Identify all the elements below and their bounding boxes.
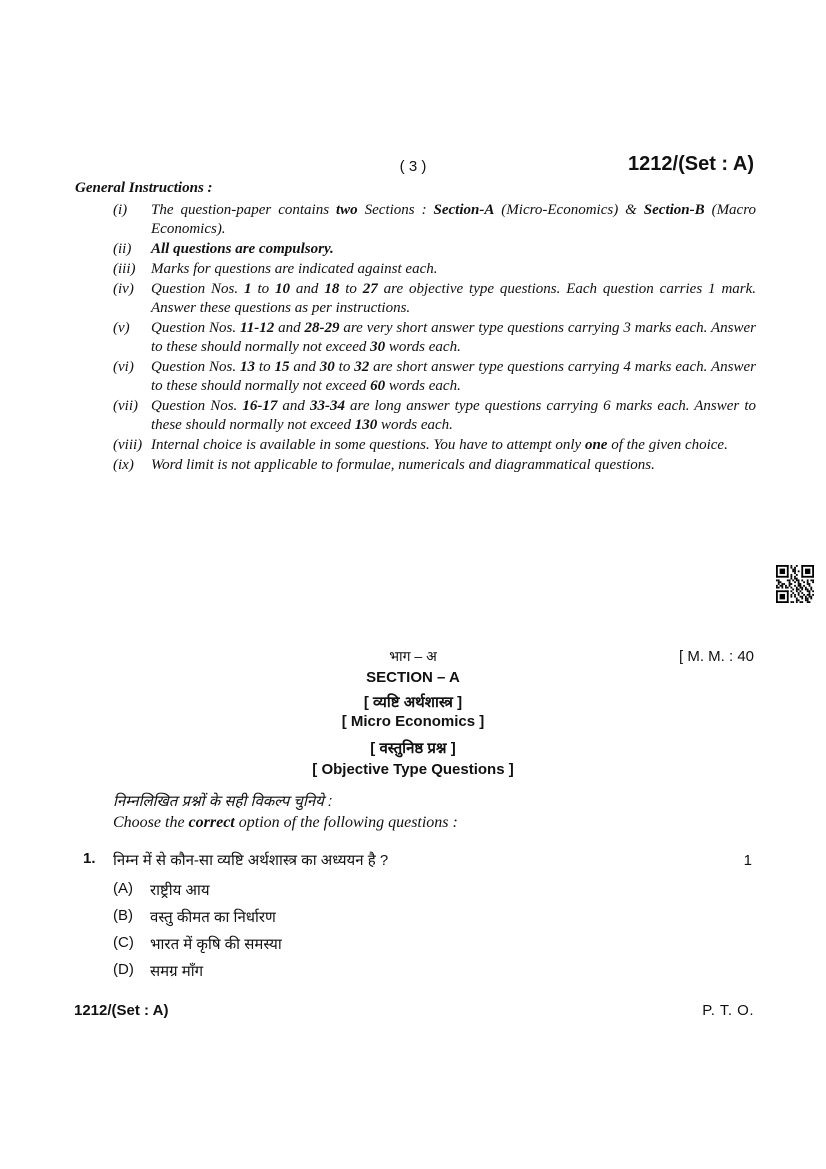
instruction-emphasis: 10: [275, 281, 291, 297]
question-type-english: [ Objective Type Questions ]: [312, 761, 514, 778]
instruction-fragment: Question Nos.: [151, 398, 243, 414]
instruction-item: [113, 201, 756, 239]
choose-instruction-hindi: निम्नलिखित प्रश्नों के सही विकल्प चुनिये :: [113, 793, 333, 810]
instruction-fragment: and: [277, 398, 310, 414]
instruction-item: [113, 319, 756, 357]
instruction-fragment: (Macro Economics).: [151, 202, 757, 237]
instruction-text: [151, 456, 756, 475]
instruction-fragment: are short answer type questions carrying 4 marks each. Answer to these should normally not exceed: [151, 359, 757, 394]
choose-text-bold: correct: [188, 814, 235, 831]
section-title: SECTION – A: [366, 669, 460, 686]
choose-text-after: option of the following questions :: [234, 814, 458, 831]
instruction-emphasis: 32: [354, 359, 370, 375]
option-b: [113, 907, 276, 927]
instruction-text: [151, 319, 756, 357]
instruction-emphasis: All questions are compulsory.: [151, 241, 334, 257]
instruction-fragment: and: [289, 359, 320, 375]
instruction-fragment: Word limit is not applicable to formulae, numericals and diagrammatical questions.: [151, 457, 655, 473]
general-instructions-title: General Instructions :: [75, 180, 213, 196]
instruction-fragment: words each.: [385, 339, 461, 355]
question-type-hindi: [ वस्तुनिष्ठ प्रश्न ]: [370, 740, 456, 757]
instruction-text: [151, 240, 756, 259]
instruction-text: [151, 358, 756, 396]
instruction-fragment: Question Nos.: [151, 281, 245, 297]
instruction-emphasis: 30: [319, 359, 335, 375]
qr-code-icon: [776, 565, 814, 603]
option-a: [113, 880, 210, 900]
instruction-fragment: Internal choice is available in some questions. You have to attempt only: [151, 437, 585, 453]
instruction-emphasis: 60: [370, 378, 386, 394]
instruction-fragment: Question Nos.: [151, 320, 241, 336]
option-d: [113, 961, 203, 981]
instruction-text: [151, 280, 756, 318]
paper-code-footer: 1212/(Set : A): [74, 1002, 169, 1019]
instruction-fragment: to: [251, 281, 276, 297]
instruction-emphasis: two: [336, 202, 358, 218]
instruction-text: [151, 397, 756, 435]
instruction-emphasis: 18: [324, 281, 340, 297]
instruction-fragment: words each.: [377, 417, 453, 433]
instruction-emphasis: 33-34: [310, 398, 345, 414]
instruction-number: (viii): [113, 437, 143, 453]
instruction-fragment: are objective type questions. Each question carries 1 mark. Answer these questions as per instructions.: [151, 281, 757, 316]
part-label-hindi: भाग – अ: [389, 648, 437, 664]
instruction-emphasis: 30: [370, 339, 386, 355]
instruction-fragment: to: [339, 281, 363, 297]
option-label: (C): [113, 934, 134, 951]
instruction-item: [113, 280, 756, 318]
instruction-number: (vii): [113, 398, 138, 414]
instruction-number: (i): [113, 202, 128, 218]
question-marks: 1: [743, 852, 752, 869]
choose-instruction-english: [113, 814, 458, 832]
instruction-item: [113, 240, 756, 259]
instruction-fragment: and: [274, 320, 305, 336]
instruction-fragment: to: [255, 359, 275, 375]
instruction-fragment: Question Nos.: [151, 359, 241, 375]
instruction-item: [113, 436, 756, 455]
instruction-fragment: are very short answer type questions carrying 3 marks each. Answer to these should normally not exceed: [151, 320, 756, 355]
please-turn-over: P. T. O.: [702, 1002, 754, 1019]
subject-english: [ Micro Economics ]: [341, 713, 485, 730]
instruction-fragment: (Micro-Economics) &: [494, 202, 644, 218]
instruction-item: [113, 456, 756, 475]
instruction-number: (ii): [113, 241, 132, 257]
instruction-fragment: of the given choice.: [607, 437, 728, 453]
instruction-emphasis: 130: [354, 417, 378, 433]
instruction-fragment: and: [290, 281, 325, 297]
instruction-number: (ix): [113, 457, 134, 473]
instruction-fragment: Marks for questions are indicated against each.: [151, 261, 438, 277]
instruction-item: [113, 260, 756, 279]
subject-hindi: [ व्यष्टि अर्थशास्त्र ]: [363, 694, 463, 711]
option-text: राष्ट्रीय आय: [150, 882, 210, 899]
instructions-list: [113, 201, 756, 476]
instruction-emphasis: 28-29: [304, 320, 340, 336]
instruction-text: [151, 201, 756, 239]
instruction-fragment: words each.: [385, 378, 461, 394]
instruction-emphasis: 11-12: [240, 320, 275, 336]
instruction-emphasis: Section-B: [643, 202, 705, 218]
instruction-fragment: The question-paper contains: [151, 202, 336, 218]
instruction-fragment: Sections :: [357, 202, 434, 218]
max-marks: [ M. M. : 40: [678, 648, 754, 665]
option-text: भारत में कृषि की समस्या: [150, 936, 282, 953]
instruction-number: (iii): [113, 261, 136, 277]
instruction-item: [113, 397, 756, 435]
option-text: वस्तु कीमत का निर्धारण: [150, 909, 276, 926]
instruction-fragment: to: [334, 359, 355, 375]
option-label: (B): [113, 907, 133, 924]
instruction-number: (iv): [113, 281, 134, 297]
instruction-emphasis: 16-17: [242, 398, 278, 414]
instruction-emphasis: Section-A: [433, 202, 495, 218]
option-c: [113, 934, 282, 954]
instruction-number: (vi): [113, 359, 134, 375]
paper-code-header: 1212/(Set : A): [628, 153, 754, 175]
instruction-number: (v): [113, 320, 130, 336]
instruction-emphasis: 27: [362, 281, 378, 297]
page-number: ( 3 ): [399, 158, 427, 175]
instruction-emphasis: 15: [274, 359, 290, 375]
instruction-emphasis: 13: [240, 359, 256, 375]
option-label: (A): [113, 880, 133, 897]
question-text: निम्न में से कौन-सा व्यष्टि अर्थशास्त्र का अध्ययन है ?: [113, 852, 389, 869]
option-label: (D): [113, 961, 134, 978]
instruction-fragment: are long answer type questions carrying 6 marks each. Answer to these should normally not exceed: [151, 398, 756, 433]
question-number: 1.: [83, 850, 96, 867]
instruction-emphasis: 1: [244, 281, 252, 297]
option-text: समग्र माँग: [150, 963, 204, 980]
instruction-item: [113, 358, 756, 396]
instruction-text: [151, 436, 756, 455]
instruction-emphasis: one: [584, 437, 608, 453]
choose-text-before: Choose the: [113, 814, 189, 831]
instruction-text: [151, 260, 756, 279]
